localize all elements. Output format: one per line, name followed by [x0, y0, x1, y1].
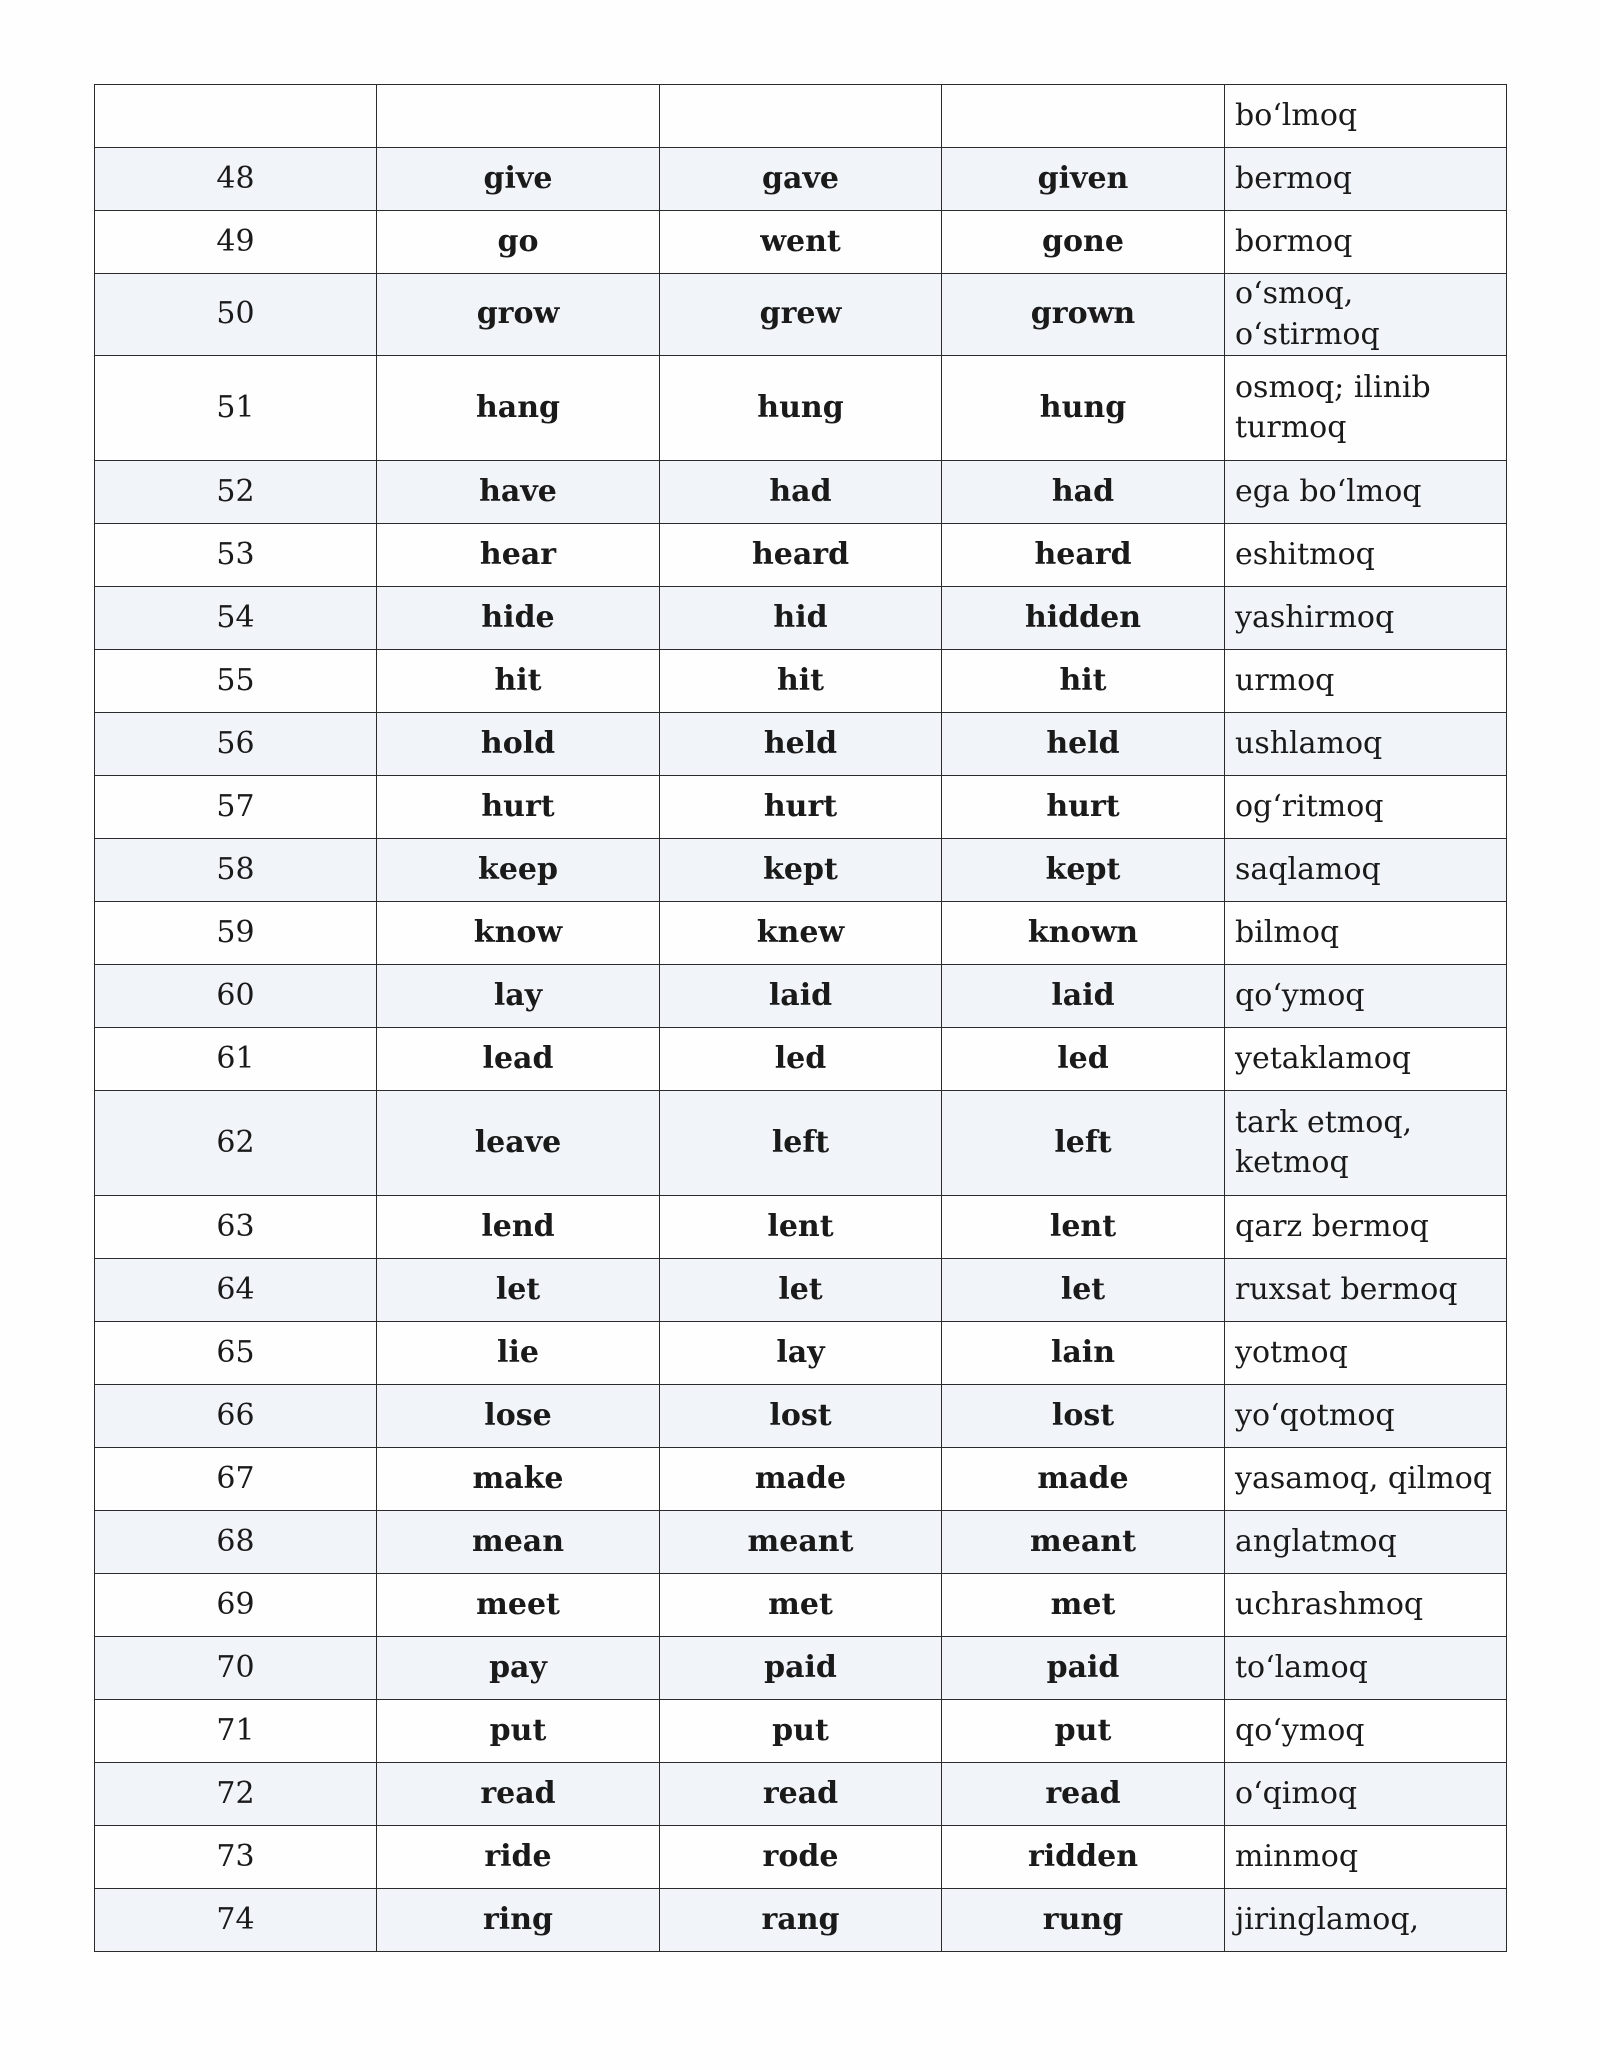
past-participle-cell: hit — [942, 650, 1225, 713]
past-participle-cell: put — [942, 1700, 1225, 1763]
row-number-cell: 59 — [95, 902, 377, 965]
past-participle-cell: hung — [942, 356, 1225, 461]
past-participle-cell: hidden — [942, 587, 1225, 650]
translation-cell: bo‘lmoq — [1225, 85, 1507, 148]
past-simple-cell: let — [660, 1259, 942, 1322]
base-form-cell: mean — [377, 1511, 660, 1574]
translation-cell: o‘qimoq — [1225, 1763, 1507, 1826]
table-row — [95, 713, 1507, 776]
past-simple-cell: led — [660, 1028, 942, 1091]
past-participle-cell: lent — [942, 1196, 1225, 1259]
translation-cell: saqlamoq — [1225, 839, 1507, 902]
table-row — [95, 1889, 1507, 1952]
base-form-cell: keep — [377, 839, 660, 902]
past-participle-cell: met — [942, 1574, 1225, 1637]
past-simple-cell: rode — [660, 1826, 942, 1889]
row-number-cell: 50 — [95, 274, 377, 356]
translation-cell: ruxsat bermoq — [1225, 1259, 1507, 1322]
past-simple-cell: made — [660, 1448, 942, 1511]
translation-cell: urmoq — [1225, 650, 1507, 713]
base-form-cell: have — [377, 461, 660, 524]
table-row — [95, 1574, 1507, 1637]
past-simple-cell: laid — [660, 965, 942, 1028]
past-simple-cell: lost — [660, 1385, 942, 1448]
past-simple-cell: knew — [660, 902, 942, 965]
past-simple-cell: lay — [660, 1322, 942, 1385]
table-row — [95, 356, 1507, 461]
past-simple-cell: meant — [660, 1511, 942, 1574]
past-simple-cell: met — [660, 1574, 942, 1637]
past-participle-cell: hurt — [942, 776, 1225, 839]
row-number-cell: 67 — [95, 1448, 377, 1511]
past-simple-cell: hit — [660, 650, 942, 713]
row-number-cell: 72 — [95, 1763, 377, 1826]
table-row — [95, 524, 1507, 587]
base-form-cell: lead — [377, 1028, 660, 1091]
table-row — [95, 85, 1507, 148]
base-form-cell: ride — [377, 1826, 660, 1889]
past-simple-cell: hurt — [660, 776, 942, 839]
table-row — [95, 1322, 1507, 1385]
table-row — [95, 902, 1507, 965]
row-number-cell: 69 — [95, 1574, 377, 1637]
translation-cell: jiringlamoq, — [1225, 1889, 1507, 1952]
base-form-cell: meet — [377, 1574, 660, 1637]
base-form-cell: let — [377, 1259, 660, 1322]
base-form-cell: go — [377, 211, 660, 274]
past-participle-cell: read — [942, 1763, 1225, 1826]
translation-cell: yo‘qotmoq — [1225, 1385, 1507, 1448]
table-row — [95, 839, 1507, 902]
row-number-cell: 51 — [95, 356, 377, 461]
row-number-cell: 61 — [95, 1028, 377, 1091]
translation-cell: yotmoq — [1225, 1322, 1507, 1385]
table-row — [95, 965, 1507, 1028]
row-number-cell: 55 — [95, 650, 377, 713]
translation-cell: qo‘ymoq — [1225, 965, 1507, 1028]
table-row — [95, 1826, 1507, 1889]
table-body — [95, 85, 1507, 1952]
base-form-cell: give — [377, 148, 660, 211]
past-participle-cell: meant — [942, 1511, 1225, 1574]
row-number-cell: 63 — [95, 1196, 377, 1259]
row-number-cell: 52 — [95, 461, 377, 524]
base-form-cell: lose — [377, 1385, 660, 1448]
past-simple-cell — [660, 85, 942, 148]
past-simple-cell: hid — [660, 587, 942, 650]
past-participle-cell: grown — [942, 274, 1225, 356]
table-row — [95, 1763, 1507, 1826]
row-number-cell: 53 — [95, 524, 377, 587]
row-number-cell: 57 — [95, 776, 377, 839]
base-form-cell: know — [377, 902, 660, 965]
base-form-cell: hear — [377, 524, 660, 587]
base-form-cell: hurt — [377, 776, 660, 839]
base-form-cell: leave — [377, 1091, 660, 1196]
translation-cell: bilmoq — [1225, 902, 1507, 965]
row-number-cell: 65 — [95, 1322, 377, 1385]
past-participle-cell: kept — [942, 839, 1225, 902]
past-simple-cell: put — [660, 1700, 942, 1763]
translation-cell: to‘lamoq — [1225, 1637, 1507, 1700]
row-number-cell — [95, 85, 377, 148]
table-row — [95, 148, 1507, 211]
base-form-cell: hold — [377, 713, 660, 776]
past-participle-cell — [942, 85, 1225, 148]
past-simple-cell: held — [660, 713, 942, 776]
table-row — [95, 461, 1507, 524]
table-row — [95, 1259, 1507, 1322]
table-row — [95, 1511, 1507, 1574]
past-participle-cell: left — [942, 1091, 1225, 1196]
base-form-cell: put — [377, 1700, 660, 1763]
translation-cell: ega bo‘lmoq — [1225, 461, 1507, 524]
past-participle-cell: let — [942, 1259, 1225, 1322]
past-participle-cell: lain — [942, 1322, 1225, 1385]
row-number-cell: 58 — [95, 839, 377, 902]
translation-cell: yasamoq, qilmoq — [1225, 1448, 1507, 1511]
past-participle-cell: made — [942, 1448, 1225, 1511]
base-form-cell: lay — [377, 965, 660, 1028]
past-simple-cell: paid — [660, 1637, 942, 1700]
table-row — [95, 1385, 1507, 1448]
past-participle-cell: had — [942, 461, 1225, 524]
table-row — [95, 776, 1507, 839]
translation-cell: minmoq — [1225, 1826, 1507, 1889]
base-form-cell: hide — [377, 587, 660, 650]
table-row — [95, 274, 1507, 356]
translation-cell: eshitmoq — [1225, 524, 1507, 587]
row-number-cell: 68 — [95, 1511, 377, 1574]
translation-cell: o‘smoq, o‘stirmoq — [1225, 274, 1507, 356]
translation-cell: yetaklamoq — [1225, 1028, 1507, 1091]
past-participle-cell: rung — [942, 1889, 1225, 1952]
translation-cell: uchrashmoq — [1225, 1574, 1507, 1637]
past-simple-cell: grew — [660, 274, 942, 356]
table-row — [95, 1448, 1507, 1511]
row-number-cell: 74 — [95, 1889, 377, 1952]
table-row — [95, 1637, 1507, 1700]
past-simple-cell: lent — [660, 1196, 942, 1259]
table-row — [95, 587, 1507, 650]
past-participle-cell: given — [942, 148, 1225, 211]
translation-cell: qarz bermoq — [1225, 1196, 1507, 1259]
row-number-cell: 60 — [95, 965, 377, 1028]
base-form-cell: pay — [377, 1637, 660, 1700]
base-form-cell: ring — [377, 1889, 660, 1952]
row-number-cell: 48 — [95, 148, 377, 211]
translation-cell: osmoq; ilinib turmoq — [1225, 356, 1507, 461]
translation-cell: ushlamoq — [1225, 713, 1507, 776]
past-simple-cell: gave — [660, 148, 942, 211]
past-participle-cell: led — [942, 1028, 1225, 1091]
past-participle-cell: laid — [942, 965, 1225, 1028]
table-row — [95, 211, 1507, 274]
past-participle-cell: ridden — [942, 1826, 1225, 1889]
past-simple-cell: hung — [660, 356, 942, 461]
table-row — [95, 1028, 1507, 1091]
base-form-cell: read — [377, 1763, 660, 1826]
base-form-cell: hit — [377, 650, 660, 713]
table-row — [95, 1700, 1507, 1763]
table-row — [95, 1196, 1507, 1259]
row-number-cell: 71 — [95, 1700, 377, 1763]
past-participle-cell: known — [942, 902, 1225, 965]
translation-cell: tark etmoq, ketmoq — [1225, 1091, 1507, 1196]
translation-cell: yashirmoq — [1225, 587, 1507, 650]
past-simple-cell: heard — [660, 524, 942, 587]
row-number-cell: 70 — [95, 1637, 377, 1700]
irregular-verbs-table — [94, 84, 1507, 1952]
row-number-cell: 54 — [95, 587, 377, 650]
row-number-cell: 73 — [95, 1826, 377, 1889]
row-number-cell: 66 — [95, 1385, 377, 1448]
base-form-cell — [377, 85, 660, 148]
base-form-cell: make — [377, 1448, 660, 1511]
translation-cell: bermoq — [1225, 148, 1507, 211]
past-participle-cell: held — [942, 713, 1225, 776]
row-number-cell: 62 — [95, 1091, 377, 1196]
table-row — [95, 650, 1507, 713]
translation-cell: bormoq — [1225, 211, 1507, 274]
row-number-cell: 49 — [95, 211, 377, 274]
past-participle-cell: paid — [942, 1637, 1225, 1700]
past-participle-cell: lost — [942, 1385, 1225, 1448]
past-simple-cell: read — [660, 1763, 942, 1826]
past-simple-cell: kept — [660, 839, 942, 902]
translation-cell: og‘ritmoq — [1225, 776, 1507, 839]
base-form-cell: grow — [377, 274, 660, 356]
past-simple-cell: left — [660, 1091, 942, 1196]
past-participle-cell: gone — [942, 211, 1225, 274]
past-simple-cell: went — [660, 211, 942, 274]
past-simple-cell: rang — [660, 1889, 942, 1952]
past-participle-cell: heard — [942, 524, 1225, 587]
base-form-cell: lie — [377, 1322, 660, 1385]
base-form-cell: lend — [377, 1196, 660, 1259]
translation-cell: qo‘ymoq — [1225, 1700, 1507, 1763]
base-form-cell: hang — [377, 356, 660, 461]
past-simple-cell: had — [660, 461, 942, 524]
row-number-cell: 64 — [95, 1259, 377, 1322]
translation-cell: anglatmoq — [1225, 1511, 1507, 1574]
row-number-cell: 56 — [95, 713, 377, 776]
table-row — [95, 1091, 1507, 1196]
